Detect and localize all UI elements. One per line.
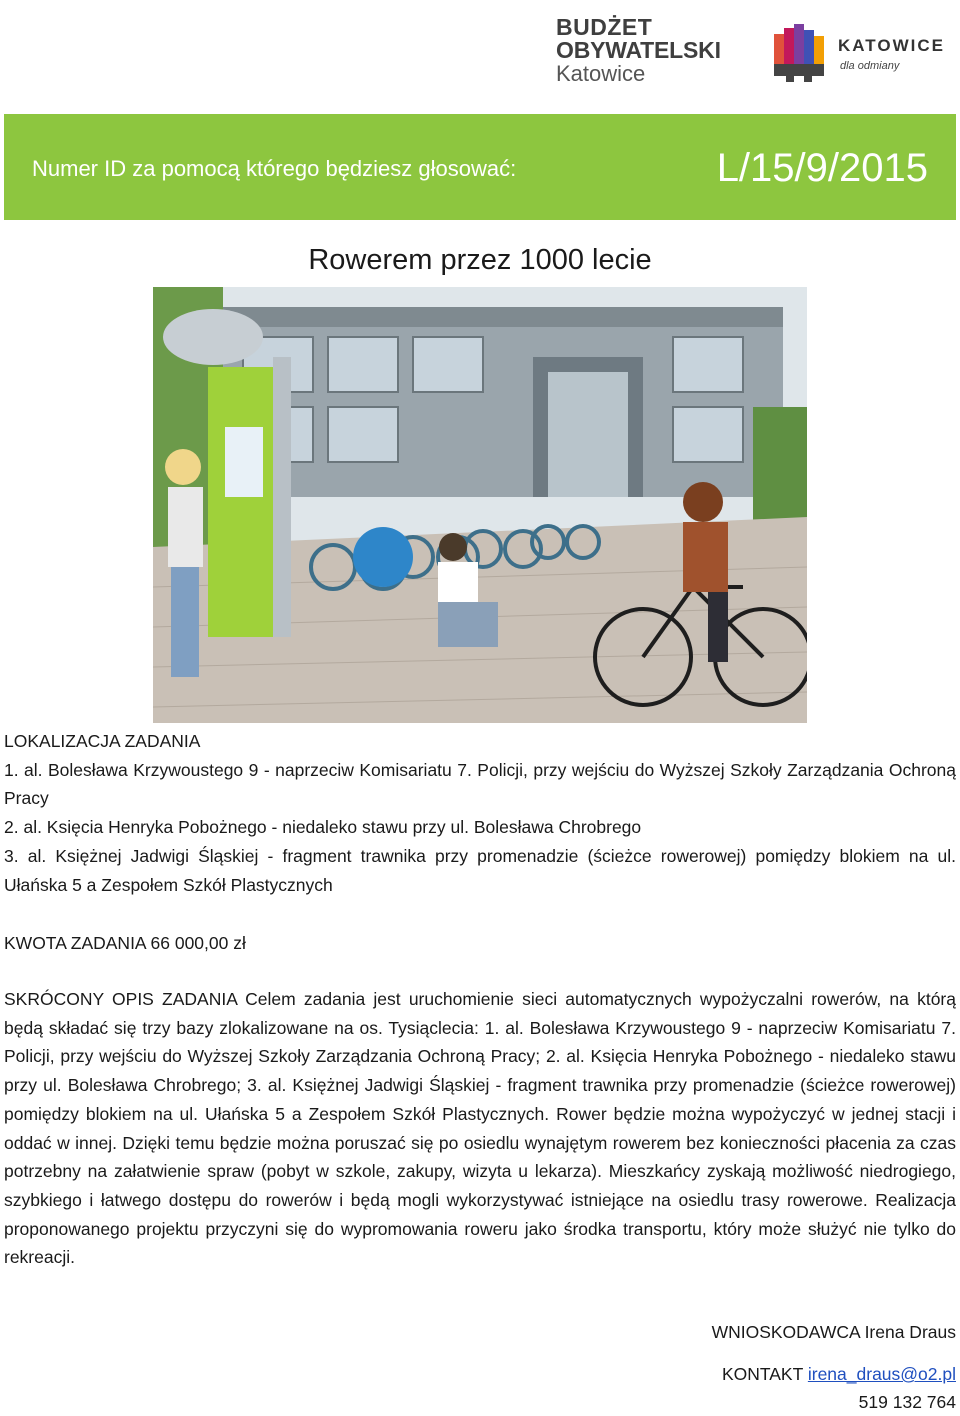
project-title: Rowerem przez 1000 lecie [308, 244, 652, 276]
amount-heading: KWOTA ZADANIA [4, 933, 146, 953]
location-item-1: 1. al. Bolesława Krzywoustego 9 - naprzeciw Komisariatu 7. Policji, przy wejściu do Wyższej Szkoły Zarządzania Ochroną Pracy [4, 759, 956, 809]
location-item-2: 2. al. Księcia Henryka Pobożnego - niedaleko stawu przy ul. Bolesława Chrobrego [4, 817, 642, 838]
description-text: Celem zadania jest uruchomienie sieci automatycznych wypożyczalni rowerów, na którą będą składać się trzy bazy zlokalizowane na os. Tysiąclecia: 1. al. Bolesława Krzywoustego 9 - naprzeciw Komisariatu 7. Policji, przy wejściu do Wyższej Szkoły Zarządzania Ochroną Pracy; 2. al. Księcia Henryka Pobożnego - niedaleko stawu przy ul. Bolesława Chrobrego; 3. al. Księżnej Jadwigi Śląskiej - fragment trawnika przy promenadzie (ścieżce rowerowej) pomiędzy blokiem na ul. Ułańska 5 a Zespołem Szkół Plastycznych. Rower będzie można wypożyczyć w jednej stacji i oddać w innej. Dzięki temu będzie można poruszać się po osiedlu wynajętym rowerem bez konieczności płacenia za czas potrzebny na załatwienie spraw (pobyt w szkole, zakupy, wizyta u lekarza). Mieszkańcy zyskają możliwość niedrogiego, szybkiego i łatwego dostępu do rowerów i będą mogli wykorzystywać istniejące na osiedlu trasy rowerowe. Realizacja proponowanego projektu przyczyni się do wypromowania roweru jako środka transportu, który może służyć nie tylko do rekreacji. [4, 989, 956, 1268]
location-item-3: 3. al. Księżnej Jadwigi Śląskiej - fragment trawnika przy promenadzie (ścieżce rowerowej) pomiędzy blokiem na ul. Ułańska 5 a Zespołem Szkół Plastycznych [4, 845, 956, 895]
description-heading: SKRÓCONY OPIS ZADANIA [4, 989, 237, 1009]
header-logos [0, 10, 960, 100]
contact-email-link[interactable]: irena_draus@o2.pl [807, 1364, 956, 1384]
katowice-logo-name: KATOWICE [838, 36, 945, 55]
katowice-logo [772, 22, 958, 84]
applicant-heading: WNIOSKODAWCA [711, 1322, 860, 1342]
budget-logo-line3: Katowice [556, 61, 646, 86]
vote-id-label: Numer ID za pomocą którego będziesz głosować: [32, 156, 517, 181]
contact-heading: KONTAKT [721, 1364, 803, 1384]
vote-id-value: L/15/9/2015 [716, 146, 928, 190]
description-section [4, 985, 956, 1272]
amount-value: 66 000,00 zł [150, 933, 246, 953]
location-heading: LOKALIZACJA ZADANIA [4, 731, 201, 751]
vote-id-banner [4, 114, 956, 220]
applicant-name: Irena Draus [864, 1322, 956, 1342]
budget-logo [556, 16, 721, 86]
bike-station-photo [153, 287, 807, 723]
amount-section [4, 929, 956, 958]
budget-logo-line2: OBYWATELSKI [556, 37, 721, 63]
applicant-section [4, 1318, 956, 1347]
contact-phone: 519 132 764 [858, 1392, 956, 1412]
budget-logo-line1: BUDŻET [556, 14, 653, 40]
katowice-emblem-icon [772, 22, 832, 84]
katowice-logo-tagline: dla odmiany [840, 60, 900, 72]
location-section [4, 727, 956, 899]
